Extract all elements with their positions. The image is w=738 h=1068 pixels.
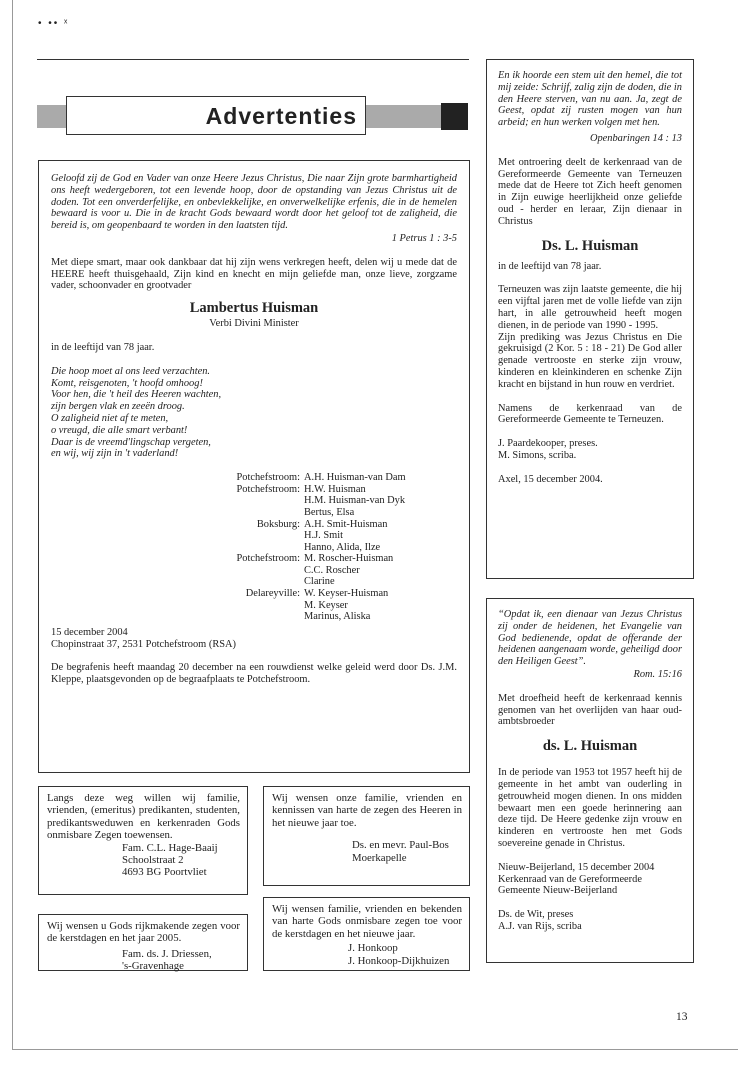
banner-block-dark	[441, 103, 468, 130]
right1-body: Terneuzen was zijn laatste gemeente, die hij een vijftal jaren met de volle liefde van zijn hart, in alle getrouwheid heeft mogen dienen, in de periode van 1990 - 1995.	[498, 284, 682, 331]
poem-line: Die hoop moet al ons leed verzachten.	[51, 365, 210, 377]
small1-text: Langs deze weg willen wij familie, vrienden, (emeritus) predikanten, studenten, predikantsweduwen en kerkenraden Gods onmisbare Zegen toewensen.	[47, 792, 240, 842]
right1-sign-preses: J. Paardekooper, preses.	[498, 438, 598, 450]
main-poem	[51, 366, 457, 460]
header-rule	[37, 59, 469, 60]
page-left-edge	[12, 0, 13, 1050]
family-row: C.C. Roscher	[304, 564, 360, 576]
right1-sign-scriba: M. Simons, scriba.	[498, 449, 577, 461]
greeting-honkoop	[263, 897, 470, 971]
obituary-main	[38, 160, 470, 773]
family-row: Marinus, Aliska	[304, 611, 371, 623]
banner-title: Advertenties	[205, 103, 357, 129]
main-subtitle: Verbi Divini Minister	[209, 318, 299, 330]
poem-line: o vreugd, die alle smart verbant!	[51, 424, 188, 436]
right2-sign-preses: Ds. de Wit, preses	[498, 909, 574, 921]
right1-verse: En ik hoorde een stem uit den hemel, die tot mij zeide: Schrijf, zalig zijn de doden, die in den Heere sterven, van nu aan. Ja, zegt de Geest, opdat zij rusten mogen van hun arbeid; en hun werken volgen met hen.	[498, 70, 682, 129]
right2-congregation: Gemeente Nieuw-Beijerland	[498, 885, 618, 897]
banner-bar-right	[365, 105, 441, 128]
main-intro-ref: 1 Petrus 1 : 3-5	[391, 232, 457, 244]
small3-text: Wij wensen u Gods rijkmakende zegen voor de kerstdagen en het jaar 2005.	[47, 920, 240, 945]
right2-verse-ref: Rom. 15:16	[633, 668, 682, 680]
family-row: Potchefstroom: H.W. Huisman	[236, 483, 366, 495]
poem-line: en wij, wij zijn in 't vaderland!	[51, 448, 179, 460]
family-list	[196, 472, 406, 623]
right1-place-date: Axel, 15 december 2004.	[498, 473, 603, 485]
right2-council: Kerkenraad van de Gereformeerde	[498, 873, 642, 885]
small3-sign-place: 's-Gravenhage	[122, 960, 184, 973]
poem-line: Voor hen, die 't heil des Heeren wachten,	[51, 389, 222, 401]
right2-sign-scriba: A.J. van Rijs, scriba	[498, 920, 582, 932]
small4-sign-2: J. Honkoop-Dijkhuizen	[348, 954, 450, 967]
small1-sign-name: Fam. C.L. Hage-Baaij	[122, 841, 218, 854]
right1-age: in de leeftijd van 78 jaar.	[498, 260, 602, 272]
main-funeral: De begrafenis heeft maandag 20 december na een rouwdienst welke geleid werd door Ds. J.M. Kleppe, plaatsgevonden op de begraafplaats te Potchefstroom.	[51, 662, 457, 686]
right1-body2: Zijn prediking was Jezus Christus en Die gekruisigd (2 Kor. 5 : 18 - 21) De God aller genade vertrooste en sterke zijn vrouw, kinderen en kleinkinderen en schenke Zijn kracht en bijstand in hun rouw en verdriet.	[498, 331, 682, 390]
greeting-paul-bos	[263, 786, 470, 886]
family-row: Hanno, Alida, Ilze	[304, 541, 381, 553]
family-row: H.J. Smit	[304, 530, 343, 542]
right2-verse: “Opdat ik, een dienaar van Jezus Christus zij onder de heidenen, het Evangelie van God bedienende, opdat de offerande der heidenen aangenaam worde, geheiligd door den Heiligen Geest”.	[498, 609, 682, 668]
poem-line: zijn bergen vlak en zeeën droog.	[51, 401, 185, 413]
right1-verse-ref: Openbaringen 14 : 13	[589, 132, 682, 144]
main-intro-verse: Geloofd zij de God en Vader van onze Heere Jezus Christus, Die naar Zijn grote barmhartigheid ons heeft wedergeboren, tot een levende hoop, door de opstanding van Jezus Christus uit de doden. Tot een onverderfelijke, en onbevlekkelijke, en onverwelkelijke erfenis, die in de hemelen bewaard is voor u. Die in de kracht Gods bewaard wordt door het geloof tot de zaligheid, die bereid is, om geopenbaard te worden in den laatsten tijd.	[51, 173, 457, 232]
right1-announcement: Met ontroering deelt de kerkenraad van de Gereformeerde Gemeente van Terneuzen mede dat de Heere tot Zich heeft genomen in Zijn euwige heerlijkheid onze geliefde oud - herder en leraar, Zijn dienaar in Christus	[498, 156, 682, 227]
small2-text: Wij wensen onze familie, vrienden en kennissen van harte de zegen des Heeren in het nieuwe jaar toe.	[272, 792, 462, 829]
greeting-driessen	[38, 914, 248, 971]
page-bottom-edge	[12, 1049, 738, 1050]
right1-behalf: Namens de kerkenraad van de Gereformeerde Gemeente te Terneuzen.	[498, 402, 682, 426]
family-row: Delareyville: W. Keyser-Huisman	[245, 588, 389, 600]
page-marks: • •• ˣ	[38, 18, 70, 29]
small4-sign-1: J. Honkoop	[348, 942, 398, 955]
family-row: Bertus, Elsa	[304, 506, 355, 518]
right2-place-date: Nieuw-Beijerland, 15 december 2004	[498, 861, 655, 873]
banner-title-box	[66, 96, 366, 135]
poem-line: Daar is de vreemd'lingschap vergeten,	[51, 436, 211, 448]
small3-sign-name: Fam. ds. J. Driessen,	[122, 947, 212, 960]
poem-line: O zaligheid niet af te meten,	[51, 412, 169, 424]
small2-sign-name: Ds. en mevr. Paul-Bos	[352, 839, 449, 852]
greeting-hage-baaij	[38, 786, 248, 895]
obituary-terneuzen	[486, 59, 694, 579]
main-address: Chopinstraat 37, 2531 Potchefstroom (RSA)	[51, 638, 236, 650]
right2-announcement: Met droefheid heeft de kerkenraad kennis genomen van het overlijden van haar oud-ambtsbroeder	[498, 692, 682, 728]
right2-deceased-name: ds. L. Huisman	[542, 738, 638, 755]
main-date: 15 december 2004	[51, 626, 128, 638]
family-row: H.M. Huisman-van Dyk	[304, 495, 406, 507]
small4-text: Wij wensen familie, vrienden en bekenden van harte Gods onmisbare zegen toe voor de kerstdagen en het nieuwe jaar.	[272, 903, 462, 940]
family-row: Boksburg: A.H. Smit-Huisman	[256, 518, 388, 530]
poem-line: Komt, reisgenoten, 't hoofd omhoog!	[51, 377, 203, 389]
small2-sign-place: Moerkapelle	[352, 851, 407, 864]
small1-sign-street: Schoolstraat 2	[122, 854, 184, 867]
right1-deceased-name: Ds. L. Huisman	[541, 237, 639, 254]
obituary-nieuw-beijerland	[486, 598, 694, 963]
main-announcement: Met diepe smart, maar ook dankbaar dat hij zijn wens verkregen heeft, delen wij u mede dat de HEERE heeft thuisgehaald, Zijn kind en knecht en mijn geliefde man, onze lieve, zorgzame vader, schoonvader en grootvader	[51, 256, 457, 292]
small1-sign-city: 4693 BG Poortvliet	[122, 866, 207, 879]
right2-body: In de periode van 1953 tot 1957 heeft hij de gemeente in het ambt van ouderling in getrouwheid mogen dienen. In ons midden bewaart men een goede herinnering aan deze tijd. De Heere gedenke zijn vrouw en kinderen en vertrooste hen met Gods soevereine genade in Christus.	[498, 767, 682, 849]
family-row: Clarine	[304, 576, 335, 588]
page-number: 13	[676, 1011, 688, 1023]
family-row: M. Keyser	[304, 599, 348, 611]
family-row: Potchefstroom: A.H. Huisman-van Dam	[236, 472, 406, 484]
family-row: Potchefstroom: M. Roscher-Huisman	[236, 553, 394, 565]
main-deceased-name: Lambertus Huisman	[189, 300, 319, 317]
main-age: in de leeftijd van 78 jaar.	[51, 341, 155, 353]
